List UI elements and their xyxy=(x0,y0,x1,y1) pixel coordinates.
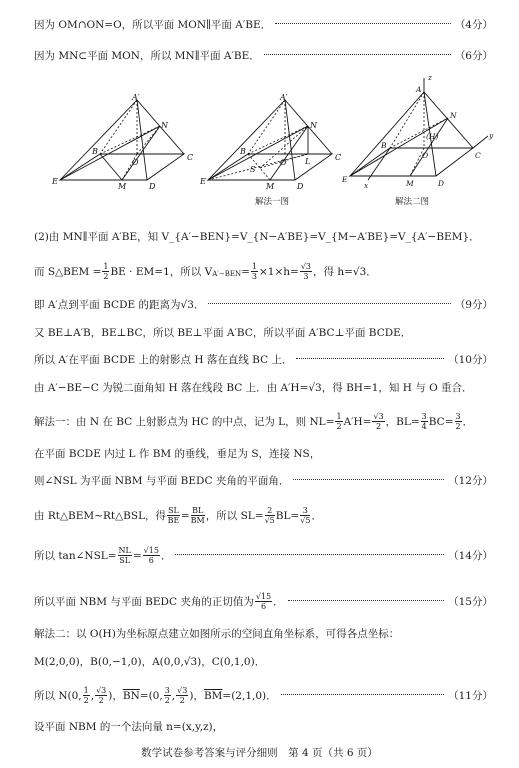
fraction: $\frac{2}{√5}$ xyxy=(264,506,275,525)
fraction: $\frac{1}{3}$ xyxy=(251,262,257,281)
line-text: 所以 tan∠NSL= xyxy=(34,549,117,562)
fraction: $\frac{NL}{SL}$ xyxy=(118,546,131,565)
line-text: )， xyxy=(108,689,123,702)
point-label: E xyxy=(200,177,206,186)
solution-line xyxy=(34,49,493,63)
score-mark: （15分） xyxy=(448,595,493,608)
point-label: N xyxy=(310,121,317,130)
fraction: $\frac{BL}{BM}$ xyxy=(190,506,205,525)
point-label: B xyxy=(240,147,246,156)
line-text: = xyxy=(132,549,142,562)
line-text: 则∠NSL 为平面 NBM 与平面 BEDC 夹角的平面角． xyxy=(34,475,290,487)
point-label: S xyxy=(250,165,256,174)
point-label: D xyxy=(297,182,304,191)
line-text: BC= xyxy=(428,415,454,428)
solution-line xyxy=(34,546,493,565)
fraction: $\frac{1}{2}$ xyxy=(103,262,109,281)
solution-line xyxy=(34,298,493,312)
line-text: (2)由 MN∥平面 A′BE，知 V_{A′−BEN}=V_{N−A′BE}=V_{M−A′BE}=V_{A′−BEM}． xyxy=(34,231,480,243)
line-text: 因为 OM∩ON=O，所以平面 MON∥平面 A′BE． xyxy=(34,19,272,31)
leader-dots xyxy=(275,23,451,24)
solution-line xyxy=(34,381,493,395)
point-label: O xyxy=(280,158,287,167)
solution-line xyxy=(34,627,493,641)
point-label: D xyxy=(149,182,156,191)
line-text: )， xyxy=(189,689,204,702)
axis-label: z xyxy=(428,73,432,82)
fraction: $\frac{√3}{3}$ xyxy=(300,262,312,281)
line-text: ． xyxy=(311,509,322,522)
leader-dots xyxy=(288,600,445,601)
leader-dots xyxy=(293,479,444,480)
line-text: 解法一：由 N 在 BC 上射影点为 HC 的中点，记为 L，则 NL= xyxy=(34,415,335,428)
point-label: M xyxy=(266,182,275,191)
line-text: ． xyxy=(160,549,172,562)
solution-line xyxy=(34,655,493,669)
line-text: 即 A′点到平面 BCDE 的距离为√3． xyxy=(34,299,205,311)
solution-line xyxy=(34,592,493,611)
line-text: 所以平面 NBM 与平面 BEDC 夹角的正切值为 xyxy=(34,595,254,608)
solution-line xyxy=(34,720,493,734)
point-label: C xyxy=(187,153,194,162)
point-label: M xyxy=(118,182,127,191)
point-label: N xyxy=(450,111,457,120)
fraction: $\frac{3}{2}$ xyxy=(164,686,170,705)
fraction: $\frac{SL}{BE}$ xyxy=(167,506,180,525)
line-text: 设平面 NBM 的一个法向量 n=(x,y,z)， xyxy=(34,721,224,733)
solution-line xyxy=(34,230,493,244)
leader-dots xyxy=(264,54,451,55)
score-mark: （9分） xyxy=(454,299,493,311)
line-text: ，得 h=√3． xyxy=(313,265,377,278)
score-mark: （6分） xyxy=(454,50,493,62)
axis-label: x xyxy=(364,181,369,190)
line-text: ． xyxy=(462,415,474,428)
line-text: =(2,1,0)． xyxy=(222,689,277,702)
point-label: N xyxy=(161,121,168,130)
line-text: ×1×h= xyxy=(258,265,299,278)
line-text: 在平面 BCDE 内过 L 作 BM 的垂线，垂足为 S，连接 NS， xyxy=(34,448,321,460)
vector-label: $\overline{BN}$ xyxy=(122,689,140,702)
line-text: M(2,0,0)，B(0,−1,0)，A(0,0,√3)，C(0,1,0)． xyxy=(34,656,266,668)
point-label: E xyxy=(52,177,58,186)
score-mark: （11分） xyxy=(448,689,493,702)
fraction: $\frac{3}{√5}$ xyxy=(300,506,311,525)
fraction: $\frac{1}{2}$ xyxy=(336,412,342,431)
subscript: A′−BEN xyxy=(212,270,242,278)
line-text: 所以 A′在平面 BCDE 上的射影点 H 落在直线 BC 上． xyxy=(34,354,293,366)
solution-line xyxy=(34,474,493,488)
line-text: 由 A′−BE−C 为锐二面角知 H 落在线段 BC 上．由 A′H=√3，得 BH=1，知 H 与 O 重合． xyxy=(34,382,473,394)
line-text: ，BL= xyxy=(385,415,420,428)
fraction: $\frac{√3}{2}$ xyxy=(373,412,384,431)
point-label: L xyxy=(305,157,311,166)
solution-line xyxy=(34,326,493,340)
line-text: =(0, xyxy=(139,689,163,702)
point-label: A xyxy=(416,85,422,94)
score-mark: （14分） xyxy=(448,549,493,562)
score-mark: （4分） xyxy=(454,19,493,31)
line-text: , xyxy=(90,689,95,702)
leader-dots xyxy=(175,554,444,555)
line-text: , xyxy=(171,689,176,702)
fraction: $\frac{3}{4}$ xyxy=(421,412,427,431)
line-text: 解法二：以 O(H)为坐标原点建立如图所示的空间直角坐标系，可得各点坐标： xyxy=(34,628,400,640)
line-text: = xyxy=(241,265,250,278)
point-label: O xyxy=(422,151,429,160)
solution-line xyxy=(34,353,493,367)
line-text: A′H= xyxy=(343,415,372,428)
leader-dots xyxy=(296,358,444,359)
line-text: 由 Rt△BEM∼Rt△BSL，得 xyxy=(34,509,167,522)
page-footer: 数学试卷参考答案与评分细则 第 4 页（共 6 页） xyxy=(141,747,378,759)
solution-line xyxy=(34,262,493,281)
line-text: = xyxy=(180,509,190,522)
figure-caption: 解法二图 xyxy=(395,197,430,207)
fraction: $\frac{√3}{2}$ xyxy=(177,686,188,705)
solution-line xyxy=(34,412,493,431)
point-label: B xyxy=(381,141,387,150)
score-mark: （10分） xyxy=(448,354,493,366)
axis-label: y xyxy=(489,131,494,140)
line-text: ，所以 SL= xyxy=(205,509,264,522)
line-text: 所以 N(0, xyxy=(34,689,82,702)
fraction: $\frac{√3}{2}$ xyxy=(96,686,107,705)
line-text: 因为 MN⊂平面 MON，所以 MN∥平面 A′BE． xyxy=(34,50,260,62)
line-text: ． xyxy=(273,595,284,608)
line-text: 又 BE⊥A′B，BE⊥BC，所以 BE⊥平面 A′BC，所以平面 A′BC⊥平面 BCDE． xyxy=(34,327,412,339)
geometry-figure-1 xyxy=(52,92,202,192)
point-label: A′ xyxy=(280,93,288,102)
point-label: M xyxy=(406,179,414,188)
point-label: O xyxy=(132,158,139,167)
fraction: $\frac{1}{2}$ xyxy=(83,686,89,705)
fraction: $\frac{√15}{6}$ xyxy=(143,546,159,565)
point-label: C xyxy=(335,153,342,162)
solution-line xyxy=(34,686,493,705)
score-mark: （12分） xyxy=(448,475,493,487)
line-text: 而 S△BEM = xyxy=(34,265,102,278)
solution-line xyxy=(34,506,493,525)
point-label: (H) xyxy=(426,132,439,141)
geometry-figure-3 xyxy=(338,72,498,192)
geometry-figure-2 xyxy=(200,92,350,192)
solution-line xyxy=(34,447,493,461)
point-label: C xyxy=(475,151,481,160)
figure-caption: 解法一图 xyxy=(255,197,290,207)
point-label: A′ xyxy=(132,93,140,102)
point-label: B xyxy=(92,147,98,156)
leader-dots xyxy=(208,303,450,304)
leader-dots xyxy=(281,694,445,695)
fraction: $\frac{√15}{6}$ xyxy=(255,592,272,611)
line-text: BL= xyxy=(275,509,300,522)
solution-line xyxy=(34,18,493,32)
point-label: E xyxy=(342,175,348,184)
fraction: $\frac{3}{2}$ xyxy=(455,412,461,431)
vector-label: $\overline{BM}$ xyxy=(203,689,223,702)
point-label: D xyxy=(438,179,445,188)
line-text: BE · EM=1，所以 V xyxy=(110,265,213,278)
